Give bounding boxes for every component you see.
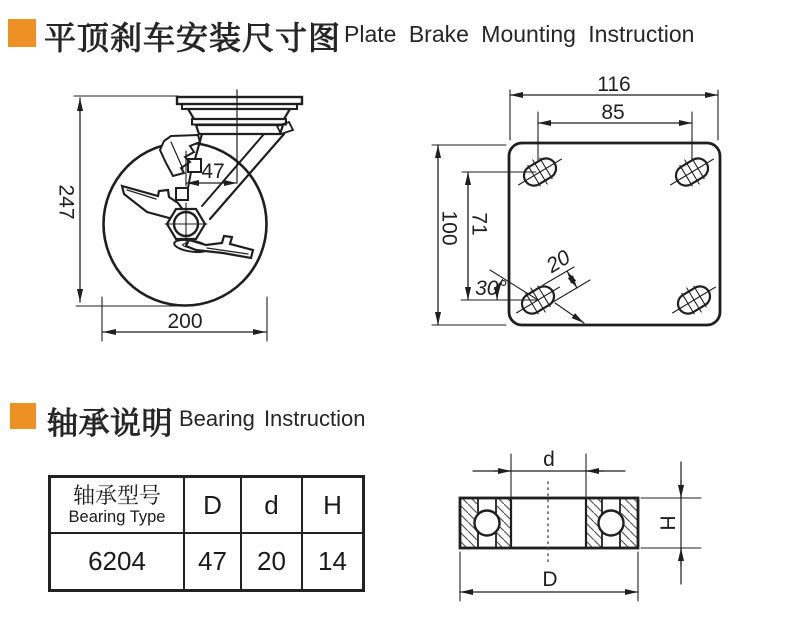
section2-title-en: Bearing Instruction bbox=[179, 406, 366, 431]
bearing-drawing bbox=[438, 440, 710, 625]
table-cell-bearing-type: 6204 bbox=[51, 534, 185, 589]
dim-bolt-spacing-height: 71 bbox=[467, 212, 491, 236]
section1-title-zh: 平顶刹车安装尺寸图 bbox=[44, 20, 342, 56]
bolt-slot-bottom-right bbox=[665, 275, 722, 325]
dim-swivel-offset: 47 bbox=[201, 160, 225, 183]
table-cell-D: 47 bbox=[185, 534, 242, 589]
caster-drawing bbox=[28, 85, 373, 350]
orange-bullet-icon bbox=[10, 403, 36, 429]
plate-outline bbox=[509, 143, 720, 325]
ball-left bbox=[475, 511, 500, 536]
section1-title-en: Plate Brake Mounting Instruction bbox=[344, 21, 695, 47]
label-height-H: H bbox=[655, 515, 679, 531]
label-bore-d: d bbox=[543, 448, 555, 471]
ball-right bbox=[599, 511, 624, 536]
header-bearing-type-en: Bearing Type bbox=[68, 508, 166, 526]
table-cell-H: 14 bbox=[318, 546, 347, 576]
table-header-d: d bbox=[242, 478, 303, 534]
caster-wheel-group bbox=[74, 90, 302, 341]
dim-caster-height: 247 bbox=[54, 184, 78, 220]
table-cell-d: 20 bbox=[242, 534, 303, 589]
header-bearing-type-zh: 轴承型号 bbox=[72, 483, 161, 508]
section2-title-zh: 轴承说明 bbox=[47, 406, 173, 441]
dim-slot-width: 20 bbox=[542, 245, 575, 278]
dim-slot-angle: 30° bbox=[475, 277, 507, 300]
dim-plate-width: 116 bbox=[597, 73, 631, 96]
table-header-bearing-type bbox=[51, 478, 185, 534]
brake-pedal bbox=[160, 135, 200, 176]
table-header-D: D bbox=[185, 478, 242, 534]
mounting-plate-drawing bbox=[415, 60, 785, 350]
table-header-H: H bbox=[303, 478, 362, 534]
bearing-spec-table bbox=[48, 475, 365, 592]
dim-plate-height: 100 bbox=[437, 210, 461, 246]
label-outer-D: D bbox=[542, 568, 558, 591]
orange-bullet-icon bbox=[8, 19, 36, 47]
dim-bolt-spacing-width: 85 bbox=[601, 101, 625, 124]
dim-wheel-diameter: 200 bbox=[167, 310, 203, 333]
